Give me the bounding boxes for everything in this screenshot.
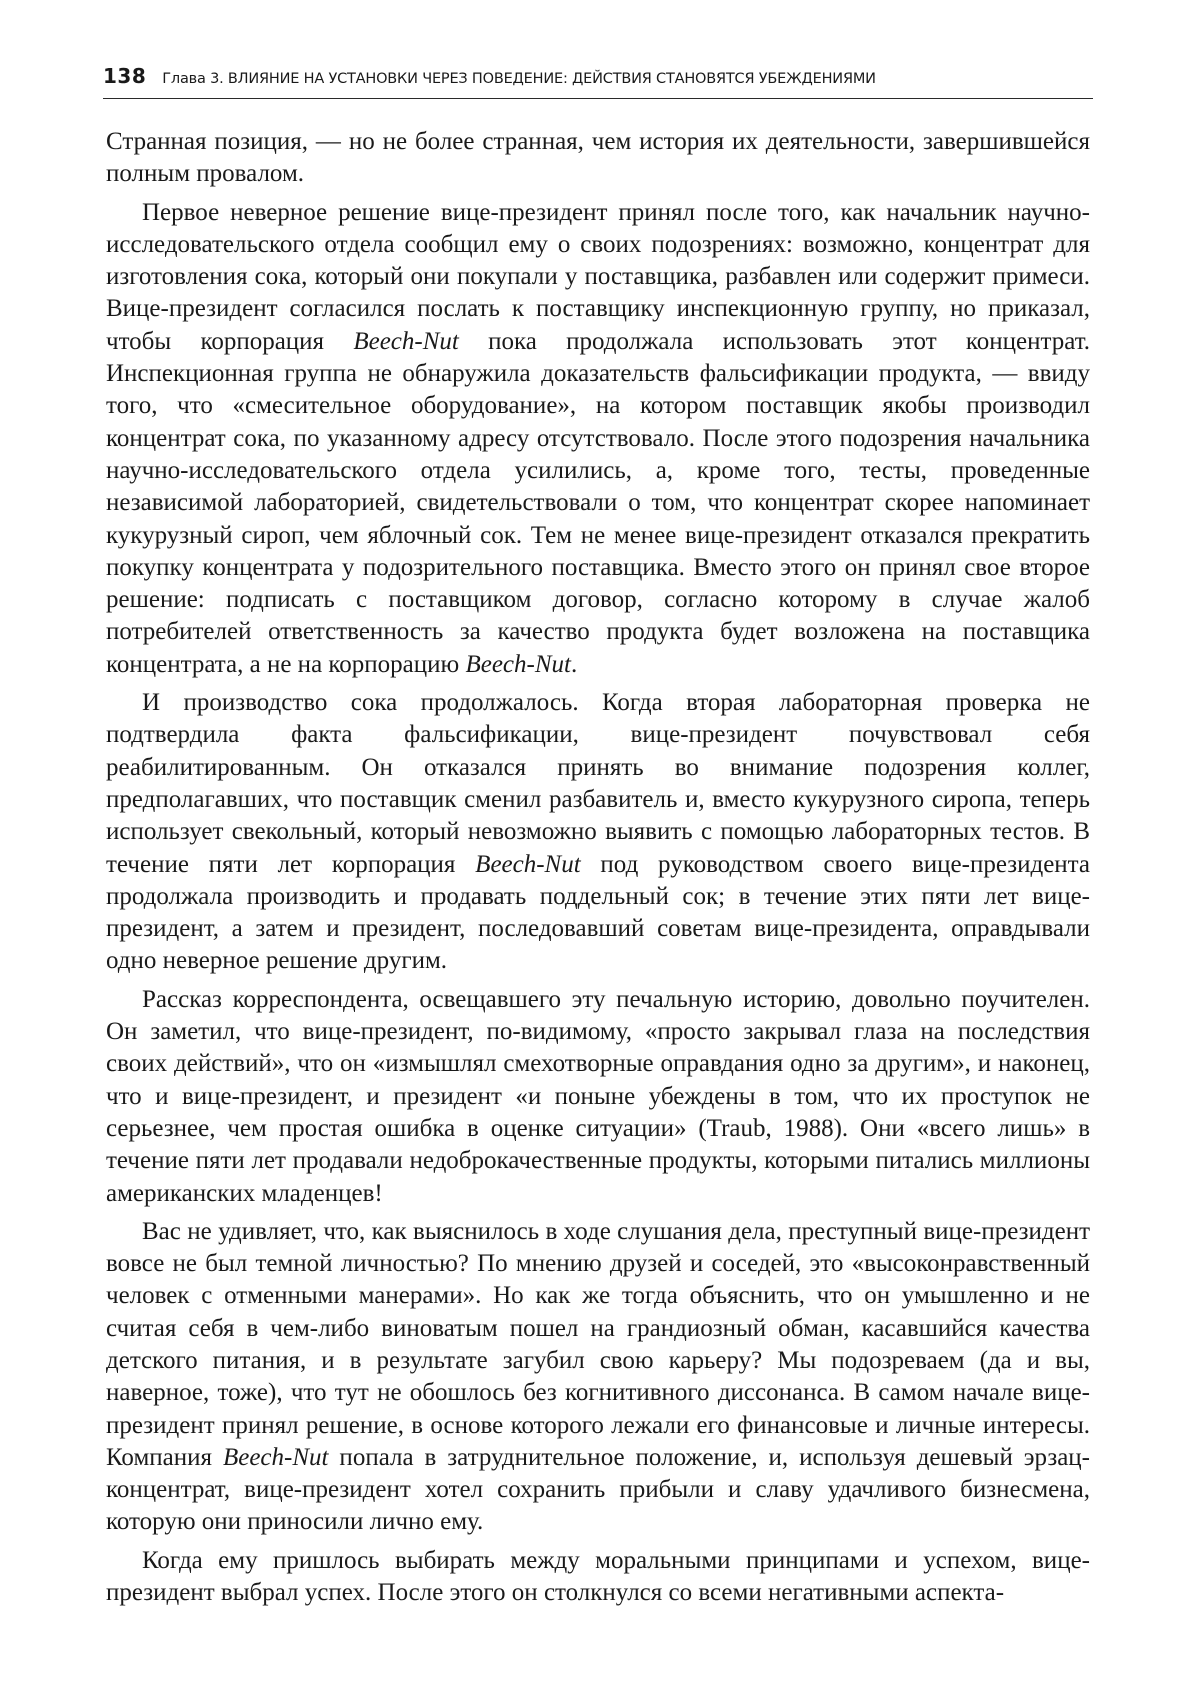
paragraph-continued — [106, 126, 1090, 191]
brand-name: Beech-Nut — [475, 850, 581, 878]
text-run: Рассказ корреспондента, освещавшего эту печальную историю, довольно поучителен. Он заметил, что вице-президент, по-видимому, «просто закрывал глаза на последствия своих действий», что он «измышлял смехотворные оправдания одно за другим», и наконец, что и вице-президент, и президент «и поныне убеждены в том, что их проступок не серьезнее, чем простая ошибка в оценке ситуации» (Traub, 1988). Они «всего лишь» в течение пяти лет продавали недоброкачественные продукты, которыми питались миллионы американских младенцев! — [106, 985, 1090, 1207]
text-run: Первое неверное решение вице-президент принял после того, как начальник научно-исследовательского отдела сообщил ему о своих подозрениях: возможно, концентрат для изготовления сока, который они покупали у поставщика, разбавлен или содержит примеси. Вице-президент согласился послать к поставщику инспекционную группу, но приказал, чтобы корпорация — [106, 198, 1090, 355]
body-text — [106, 126, 1090, 1615]
brand-name: Beech-Nut — [353, 327, 459, 355]
paragraph — [106, 1216, 1090, 1539]
text-run: под руководством своего вице-президента продолжала производить и продавать поддельный сок; в течение этих пяти лет вице-президент, а затем и президент, последовавший советам вице-президента, оправдывали одно неверное решение другим. — [106, 850, 1090, 975]
text-run: Когда ему пришлось выбирать между моральными принципами и успехом, вице-президент выбрал успех. После этого он столкнулся со всеми негативными аспекта- — [106, 1546, 1090, 1607]
running-head — [103, 64, 1093, 99]
brand-name: Beech-Nut — [465, 650, 571, 678]
text-run: попала в затруднительное положение, и, используя дешевый эрзац-концентрат, вице-президент хотел сохранить прибыли и славу удачливого бизнесмена, которую они приносили лично ему. — [106, 1443, 1090, 1536]
paragraph — [106, 687, 1090, 978]
text-run: пока продолжала использовать этот концентрат. Инспекционная группа не обнаружила доказательств фальсификации продукта, — ввиду того, что «смесительное оборудование», на котором поставщик якобы производил концентрат сока, по указанному адресу отсутствовало. После этого подозрения начальника научно-исследовательского отдела усилились, а, кроме того, тесты, проведенные независимой лабораторией, свидетельствовали о том, что концентрат скорее напоминает кукурузный сироп, чем яблочный сок. Тем не менее вице-президент отказался прекратить покупку концентрата у подозрительного поставщика. Вместо этого он принял свое второе решение: подписать с поставщиком договор, согласно которому в случае жалоб потребителей ответственность за качество продукта будет возложена на поставщика концентрата, а не на корпорацию — [106, 327, 1090, 678]
brand-name: Beech-Nut — [222, 1443, 329, 1471]
paragraph — [106, 197, 1090, 681]
paragraph — [106, 984, 1090, 1210]
text-run: Странная позиция, — но не более странная, чем история их деятельности, завершившейся полным провалом. — [106, 128, 1090, 188]
text-run: . — [570, 650, 578, 678]
page-number: 138 — [103, 64, 147, 88]
chapter-title: Глава 3. ВЛИЯНИЕ НА УСТАНОВКИ ЧЕРЕЗ ПОВЕДЕНИЕ: ДЕЙСТВИЯ СТАНОВЯТСЯ УБЕЖДЕНИЯМИ — [162, 71, 876, 87]
text-run: И производство сока продолжалось. Когда вторая лабораторная проверка не подтвердила факта фальсификации, вице-президент почувствовал себя реабилитированным. Он отказался принять во внимание подозрения коллег, предполагавших, что поставщик сменил разбавитель и, вместо кукурузного сиропа, теперь использует свекольный, который невозможно выявить с помощью лабораторных тестов. В течение пяти лет корпорация — [106, 689, 1090, 878]
paragraph — [106, 1545, 1090, 1610]
text-run: Вас не удивляет, что, как выяснилось в ходе слушания дела, преступный вице-президент вовсе не был темной личностью? По мнению друзей и соседей, это «высоконравственный человек с отменными манерами». Но как же тогда объяснить, что он умышленно и не считая себя в чем-либо виноватым пошел на грандиозный обман, касавшийся качества детского питания, и в результате загубил свою карьеру? Мы подозреваем (да и вы, наверное, тоже), что тут не обошлось без когнитивного диссонанса. В самом начале вице-президент принял решение, в основе которого лежали его финансовые и личные интересы. Компания — [106, 1217, 1090, 1471]
